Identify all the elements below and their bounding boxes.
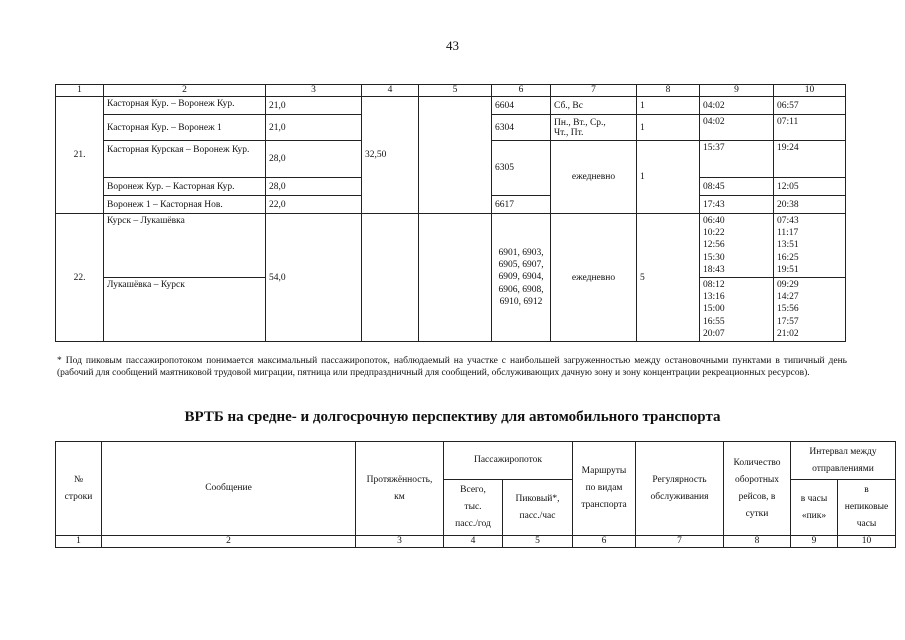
col-num-10: 10 <box>838 536 896 548</box>
length-cell: 28,0 <box>266 178 362 196</box>
header-interval: Интервал между отправлениями <box>791 442 896 480</box>
table-header-row <box>56 442 896 480</box>
days-cell: Сб., Вс <box>551 97 637 115</box>
col-num-4: 4 <box>444 536 503 548</box>
column-number-row <box>56 536 896 548</box>
arrival-cell: 09:29 14:27 15:56 17:57 21:02 <box>774 278 846 342</box>
count-cell: 1 <box>637 141 700 214</box>
departure-cell: 06:40 10:22 12:56 15:30 18:43 <box>700 214 774 278</box>
train-cell: 6617 <box>492 196 551 214</box>
days-cell: ежедневно <box>551 141 637 214</box>
col-num-8: 8 <box>724 536 791 548</box>
arrival-cell: 07:11 <box>774 115 846 141</box>
length-cell: 54,0 <box>266 214 362 342</box>
section-heading: ВРТБ на средне- и долгосрочную перспективу для автомобильного транспорта <box>184 409 721 425</box>
col-num-10: 10 <box>774 85 846 97</box>
departure-cell: 15:37 <box>700 141 774 178</box>
col-num-3: 3 <box>356 536 444 548</box>
route-cell: Курск – Лукашёвка <box>104 214 266 278</box>
route-cell: Лукашёвка – Курск <box>104 278 266 342</box>
footnote: * Под пиковым пассажиропотоком понимается максимальный пассажиропоток, наблюдаемый на участке с наибольшей загруженностью между остановочными пунктами в типичный день (рабочий для сообщений маятниковой трудовой миграции, пятница или предпраздничный для сообщений, обслуживающих дачную зону и зону концентрации рекреационных ресурсов). <box>57 356 847 378</box>
empty-cell <box>419 214 492 342</box>
length-cell: 28,0 <box>266 141 362 178</box>
col-num-2: 2 <box>102 536 356 548</box>
total-length-cell: 32,50 <box>362 97 419 214</box>
col-num-6: 6 <box>573 536 636 548</box>
arrival-cell: 12:05 <box>774 178 846 196</box>
departure-cell: 04:02 <box>700 115 774 141</box>
forecast-table <box>55 441 896 548</box>
header-route: Сообщение <box>102 442 356 536</box>
train-cell: 6304 <box>492 115 551 141</box>
days-cell: ежедневно <box>551 214 637 342</box>
train-cell: 6901, 6903, 6905, 6907, 6909, 6904, 6906, 6908, 6910, 6912 <box>492 214 551 342</box>
header-flow-total: Всего, тыс. пасс./год <box>444 480 503 536</box>
col-num-5: 5 <box>419 85 492 97</box>
length-cell: 22,0 <box>266 196 362 214</box>
col-num-7: 7 <box>551 85 637 97</box>
header-routes-by-type: Маршруты по видам транспорта <box>573 442 636 536</box>
col-num-7: 7 <box>636 536 724 548</box>
empty-cell <box>362 214 419 342</box>
col-num-1: 1 <box>56 536 102 548</box>
train-cell: 6305 <box>492 141 551 196</box>
table-row <box>56 97 846 115</box>
table-header-row <box>56 85 846 97</box>
empty-cell <box>419 97 492 214</box>
header-row-number: № строки <box>56 442 102 536</box>
schedule-table <box>55 84 846 342</box>
arrival-cell: 06:57 <box>774 97 846 115</box>
count-cell: 1 <box>637 97 700 115</box>
route-cell: Касторная Кур. – Воронеж Кур. <box>104 97 266 115</box>
departure-cell: 04:02 <box>700 97 774 115</box>
length-cell: 21,0 <box>266 115 362 141</box>
header-flow-peak: Пиковый*, пасс./час <box>503 480 573 536</box>
count-cell: 5 <box>637 214 700 342</box>
arrival-cell: 07:43 11:17 13:51 16:25 19:51 <box>774 214 846 278</box>
col-num-8: 8 <box>637 85 700 97</box>
header-regularity: Регулярность обслуживания <box>636 442 724 536</box>
col-num-5: 5 <box>503 536 573 548</box>
days-cell: Пн., Вт., Ср., Чт., Пт. <box>551 115 637 141</box>
row-number: 22. <box>56 214 104 342</box>
col-num-3: 3 <box>266 85 362 97</box>
header-trips: Количество оборотных рейсов, в сутки <box>724 442 791 536</box>
arrival-cell: 19:24 <box>774 141 846 178</box>
header-passenger-flow: Пассажиропоток <box>444 442 573 480</box>
route-cell: Касторная Курская – Воронеж Кур. <box>104 141 266 178</box>
col-num-6: 6 <box>492 85 551 97</box>
length-cell: 21,0 <box>266 97 362 115</box>
header-interval-offpeak: в непиковые часы <box>838 480 896 536</box>
departure-cell: 08:12 13:16 15:00 16:55 20:07 <box>700 278 774 342</box>
row-number: 21. <box>56 97 104 214</box>
col-num-9: 9 <box>700 85 774 97</box>
header-length: Протяжённость, км <box>356 442 444 536</box>
col-num-4: 4 <box>362 85 419 97</box>
count-cell: 1 <box>637 115 700 141</box>
header-interval-peak: в часы «пик» <box>791 480 838 536</box>
page-number: 43 <box>446 38 459 53</box>
route-cell: Воронеж 1 – Касторная Нов. <box>104 196 266 214</box>
departure-cell: 08:45 <box>700 178 774 196</box>
col-num-2: 2 <box>104 85 266 97</box>
train-cell: 6604 <box>492 97 551 115</box>
col-num-9: 9 <box>791 536 838 548</box>
departure-cell: 17:43 <box>700 196 774 214</box>
route-cell: Касторная Кур. – Воронеж 1 <box>104 115 266 141</box>
table-row <box>56 214 846 278</box>
route-cell: Воронеж Кур. – Касторная Кур. <box>104 178 266 196</box>
col-num-1: 1 <box>56 85 104 97</box>
arrival-cell: 20:38 <box>774 196 846 214</box>
